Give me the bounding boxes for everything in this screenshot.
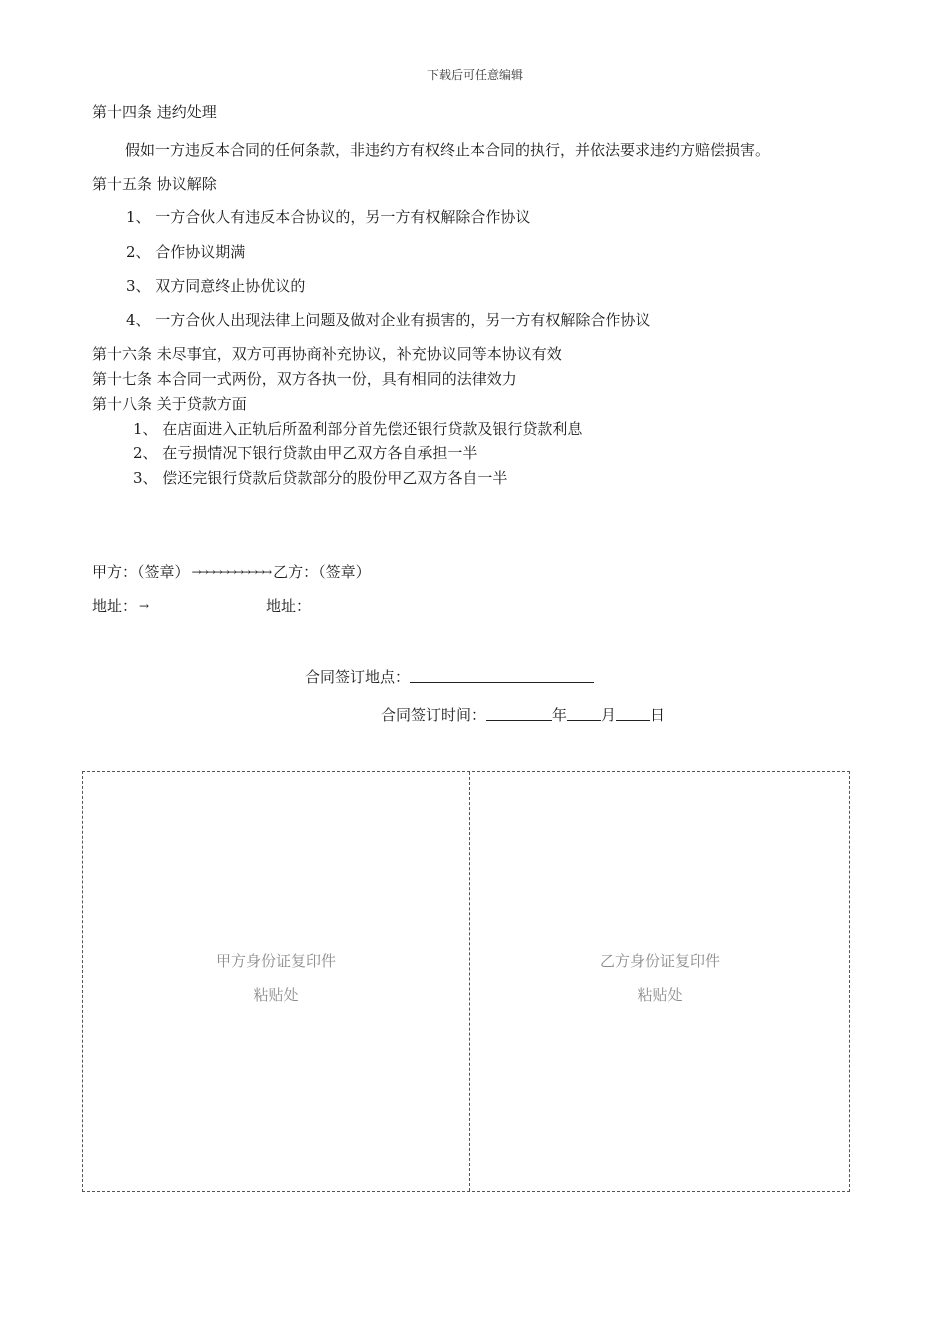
party-a-paste-caption: 粘贴处: [253, 986, 299, 1004]
signing-time-label: 合同签订时间：: [381, 706, 487, 724]
party-a-id-placeholder: [83, 944, 469, 1012]
party-a-address-label: 地址：: [92, 597, 138, 615]
year-blank[interactable]: [486, 706, 552, 721]
page-header-note: 下载后可任意编辑: [426, 68, 523, 82]
party-a-signature-label: 甲方：（签章）: [92, 563, 190, 581]
article-14-title: 第十四条 违约处理: [92, 103, 217, 121]
article-15-item: 4、 一方合伙人出现法律上问题及做对企业有损害的，另一方有权解除合作协议: [126, 311, 651, 329]
article-18-title: 第十八条 关于贷款方面: [92, 395, 247, 413]
tab-arrow-marks: →→→→→→→→→→→: [191, 565, 270, 579]
article-15-item: 1、 一方合伙人有违反本合协议的，另一方有权解除合作协议: [126, 208, 531, 226]
signing-time-row: [381, 706, 665, 724]
article-18-item: 1、 在店面进入正轨后所盈利部分首先偿还银行贷款及银行贷款利息: [133, 420, 583, 438]
id-copy-paste-area: [82, 771, 850, 1192]
party-b-paste-caption: 粘贴处: [637, 986, 683, 1004]
tab-arrow-mark: →: [139, 599, 147, 613]
signature-line: [92, 563, 371, 581]
article-16: 第十六条 未尽事宜，双方可再协商补充协议，补充协议同等本协议有效: [92, 345, 562, 363]
signing-place-row: [305, 668, 594, 686]
year-label: 年: [552, 706, 568, 724]
article-15-item: 3、 双方同意终止协优议的: [126, 277, 306, 295]
party-a-address: [92, 597, 150, 615]
party-b-id-placeholder: [470, 944, 850, 1012]
day-blank[interactable]: [616, 706, 650, 721]
article-15-item: 2、 合作协议期满: [126, 243, 246, 261]
month-label: 月: [601, 706, 617, 724]
party-a-id-caption: 甲方身份证复印件: [215, 952, 336, 970]
article-18-item: 2、 在亏损情况下银行贷款由甲乙双方各自承担一半: [133, 444, 478, 462]
article-18-item: 3、 偿还完银行贷款后贷款部分的股份甲乙双方各自一半: [133, 469, 508, 487]
party-b-signature-label: 乙方：（签章）: [273, 563, 371, 581]
signing-place-blank[interactable]: [410, 668, 594, 683]
article-17: 第十七条 本合同一式两份，双方各执一份，具有相同的法律效力: [92, 370, 517, 388]
signing-place-label: 合同签订地点：: [305, 668, 411, 686]
party-b-id-caption: 乙方身份证复印件: [599, 952, 720, 970]
day-label: 日: [650, 706, 666, 724]
article-14-body: 假如一方违反本合同的任何条款，非违约方有权终止本合同的执行，并依法要求违约方赔偿损害。: [125, 141, 771, 159]
article-15-title: 第十五条 协议解除: [92, 175, 217, 193]
party-b-address-label: 地址：: [266, 597, 312, 615]
month-blank[interactable]: [567, 706, 601, 721]
